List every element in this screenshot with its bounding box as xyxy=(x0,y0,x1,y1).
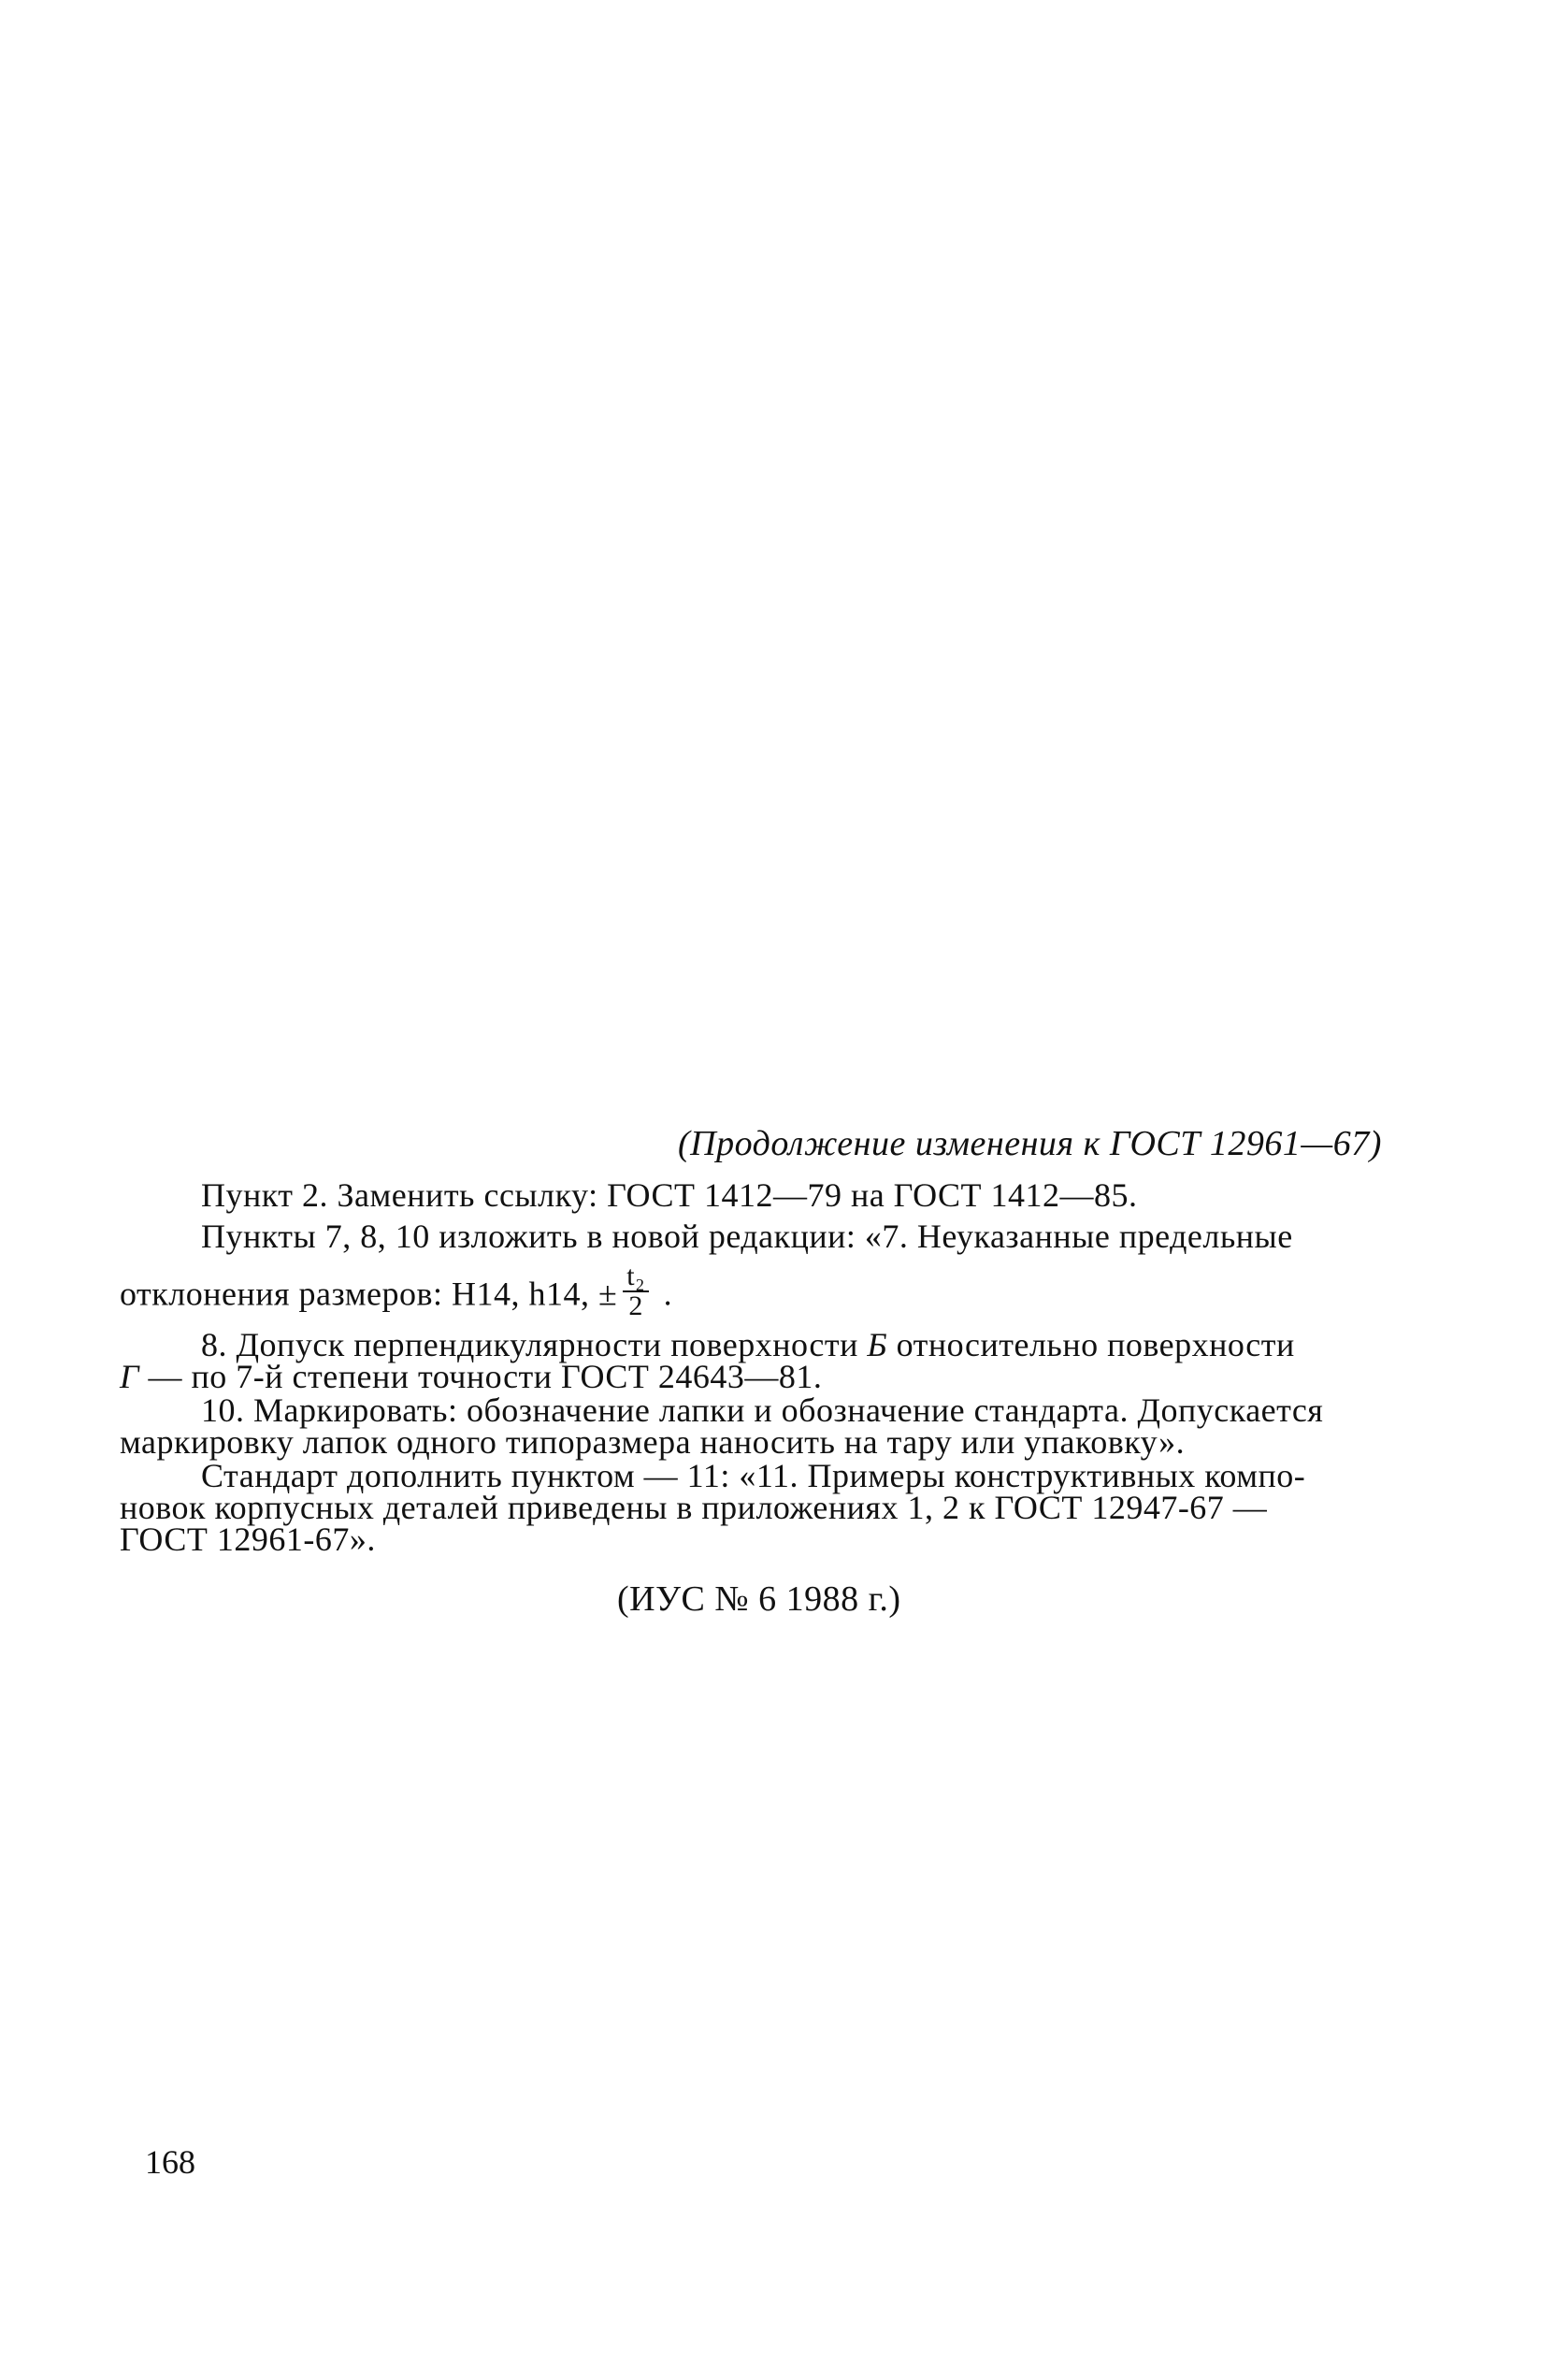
tolerance-text: отклонения размеров: H14, h14, ± xyxy=(120,1275,618,1313)
paragraph-item-7-line2 xyxy=(120,1261,673,1326)
fraction-denominator: 2 xyxy=(628,1290,643,1321)
paragraph-item-8-line2 xyxy=(120,1358,822,1395)
paragraph-item-10-line2: маркировку лапок одного типоразмера наносить на тару или упаковку». xyxy=(120,1423,1186,1461)
page-number: 168 xyxy=(145,2143,195,2181)
paragraph-item-11-line2: новок корпусных деталей приведены в приложениях 1, 2 к ГОСТ 12947-67 — xyxy=(120,1489,1268,1526)
item-8-text-b: относительно поверхности xyxy=(887,1326,1295,1363)
item-8-text-c: — по 7-й степени точности ГОСТ 24643—81. xyxy=(138,1358,823,1395)
surface-b-label: Б xyxy=(867,1326,888,1363)
surface-g-label: Г xyxy=(120,1358,139,1395)
continuation-heading: (Продолжение изменения к ГОСТ 12961—67) xyxy=(678,1124,1382,1163)
paragraph-item-11-line3: ГОСТ 12961-67». xyxy=(120,1521,376,1558)
paragraph-item-11-line1: Стандарт дополнить пунктом — 11: «11. Примеры конструктивных компо- xyxy=(201,1457,1306,1494)
paragraph-item-2: Пункт 2. Заменить ссылку: ГОСТ 1412—79 на ГОСТ 1412—85. xyxy=(201,1176,1138,1214)
item-8-text-a: 8. Допуск перпендикулярности поверхности xyxy=(201,1326,868,1363)
paragraph-items-7-8-10-line1: Пункты 7, 8, 10 изложить в новой редакции: «7. Неуказанные предельные xyxy=(201,1218,1293,1255)
paragraph-item-10-line1: 10. Маркировать: обозначение лапки и обозначение стандарта. Допускается xyxy=(201,1391,1324,1429)
fraction-numerator: t₂ xyxy=(623,1262,649,1292)
source-reference: (ИУС № 6 1988 г.) xyxy=(617,1579,901,1619)
sentence-end: . xyxy=(663,1275,673,1313)
fraction-t2-over-2 xyxy=(623,1262,649,1320)
